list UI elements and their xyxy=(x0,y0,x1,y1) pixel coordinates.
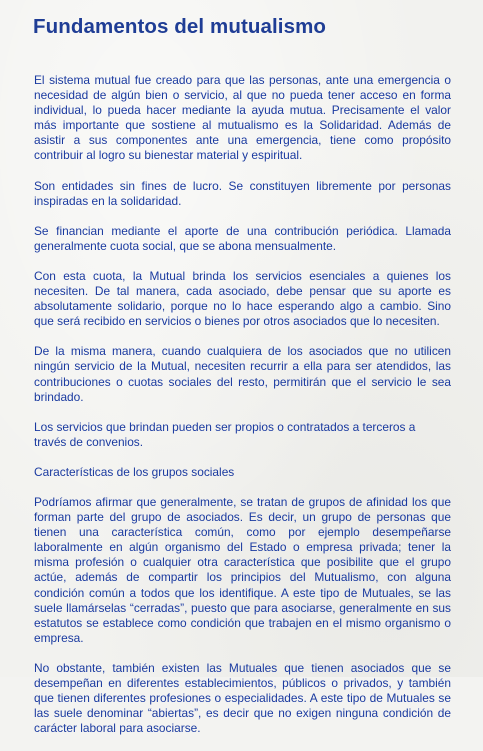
paragraph-financing: Se financian mediante el aporte de una contribución periódica. Llamada generalmente cuota social, que se abona mensualmente. xyxy=(34,223,451,253)
paragraph-non-profit: Son entidades sin fines de lucro. Se constituyen libremente por personas inspiradas en la solidaridad. xyxy=(34,178,451,208)
section-heading-social-groups: Características de los grupos sociales xyxy=(34,464,235,479)
document-body xyxy=(34,73,451,751)
page-title: Fundamentos del mutualismo xyxy=(33,15,327,38)
paragraph-quota-services: Con esta cuota, la Mutual brinda los servicios esenciales a quienes los necesiten. De tal manera, cada asociado, debe pensar que su aporte es absolutamente solidario, porque no lo hace esperando algo a cambio. Sino que será recibido en servicios o bienes por otros asociados que lo necesiten. xyxy=(34,268,451,329)
paragraph-solidarity-use: De la misma manera, cuando cualquiera de los asociados que no utilicen ningún servicio de la Mutual, necesiten recurrir a ella para ser atendidos, las contribuciones o cuotas sociales del resto, permitirán que el servicio le sea brindado. xyxy=(34,344,451,404)
paragraph-services-types: Los servicios que brindan pueden ser propios o contratados a terceros a través de convenios. xyxy=(34,419,416,449)
paragraph-open-mutuals: No obstante, también existen las Mutuales que tienen asociados que se desempeñan en diferentes establecimientos, públicos o privados, y también que tienen diferentes profesiones o especialidades. A este tipo de Mutuales se las suele denominar “abiertas”, es decir que no exigen ninguna condición de carácter laboral para asociarse. xyxy=(34,660,451,736)
paragraph-intro: El sistema mutual fue creado para que las personas, ante una emergencia o necesidad de algún bien o servicio, al que no pueda tener acceso en forma individual, lo pueda hacer mediante la ayuda mutua. Precisamente el valor más importante que sostiene al mutualismo es la Solidaridad. Además de asistir a sus componentes ante una emergencia, tiene como propósito contribuir al logro su bienestar material y espiritual. xyxy=(34,73,451,163)
paragraph-closed-mutuals: Podríamos afirmar que generalmente, se tratan de grupos de afinidad los que forman parte del grupo de asociados. Es decir, un grupo de personas que tienen una característica común, como por ejemplo desempeñarse laboralmente en algún organismo del Estado o empresa privada; tener la misma profesión o cualquier otra característica que posibilite que el grupo actúe, además de compartir los principios del Mutualismo, con alguna condición común a todos que los identifique. A este tipo de Mutuales, se las suele llamárselas “cerradas”, puesto que para asociarse, generalmente en sus estatutos se establece como condición que trabajen en el mismo organismo o empresa. xyxy=(34,494,451,645)
